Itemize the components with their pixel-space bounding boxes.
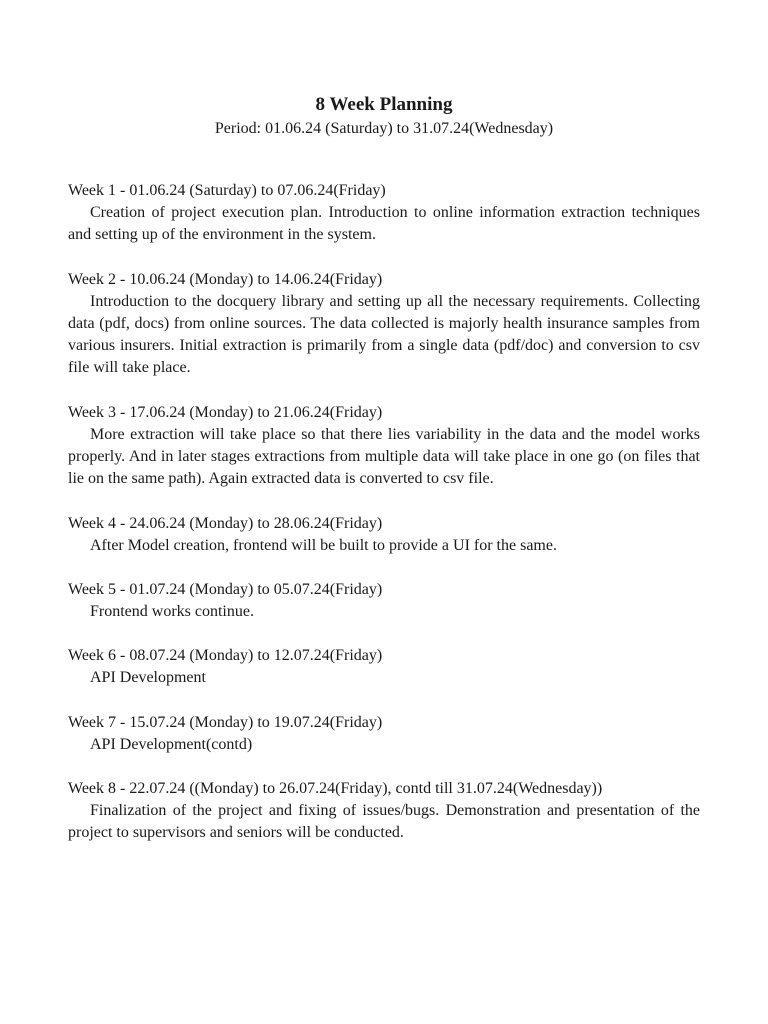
weeks-list bbox=[68, 180, 700, 844]
page-title: 8 Week Planning bbox=[315, 94, 453, 115]
week-8-section bbox=[68, 778, 700, 845]
week-4-section bbox=[68, 513, 700, 557]
week-3-heading: Week 3 - 17.06.24 (Monday) to 21.06.24(Friday) bbox=[68, 403, 383, 421]
week-7-description: API Development(contd) bbox=[90, 735, 253, 753]
week-6-section bbox=[68, 645, 700, 689]
week-7-section bbox=[68, 712, 700, 756]
week-8-heading: Week 8 - 22.07.24 ((Monday) to 26.07.24(Friday), contd till 31.07.24(Wednesday)) bbox=[68, 779, 603, 797]
week-6-description: API Development bbox=[90, 669, 206, 687]
week-6-heading: Week 6 - 08.07.24 (Monday) to 12.07.24(Friday) bbox=[68, 647, 383, 665]
week-1-heading: Week 1 - 01.06.24 (Saturday) to 07.06.24(Friday) bbox=[68, 182, 386, 199]
week-1-description: Creation of project execution plan. Introduction to online information extraction techniques and setting up of the environment in the system. bbox=[68, 204, 700, 244]
week-5-heading: Week 5 - 01.07.24 (Monday) to 05.07.24(Friday) bbox=[68, 580, 383, 598]
week-5-section bbox=[68, 579, 700, 623]
week-2-heading: Week 2 - 10.06.24 (Monday) to 14.06.24(Friday) bbox=[68, 270, 383, 288]
week-3-section bbox=[68, 402, 700, 491]
week-1-section bbox=[68, 180, 700, 247]
week-8-description: Finalization of the project and fixing of issues/bugs. Demonstration and presentation of the project to supervisors and seniors will be conducted. bbox=[68, 801, 700, 842]
week-5-description: Frontend works continue. bbox=[90, 602, 254, 620]
week-4-description: After Model creation, frontend will be built to provide a UI for the same. bbox=[90, 536, 557, 554]
week-2-description: Introduction to the docquery library and setting up all the necessary requirements. Collecting data (pdf, docs) from online sources. The data collected is majorly health insurance samples from various insurers. Initial extraction is primarily from a single data (pdf/doc) and conversion to csv file will take place. bbox=[68, 292, 700, 377]
week-2-section bbox=[68, 269, 700, 380]
week-4-heading: Week 4 - 24.06.24 (Monday) to 28.06.24(Friday) bbox=[68, 514, 383, 532]
period-subtitle: Period: 01.06.24 (Saturday) to 31.07.24(Wednesday) bbox=[214, 120, 554, 137]
document-page bbox=[68, 92, 700, 866]
week-3-description: More extraction will take place so that there lies variability in the data and the model works properly. And in later stages extractions from multiple data will take place in one go (on files that lie on the same path). Again extracted data is converted to csv file. bbox=[68, 425, 700, 488]
week-7-heading: Week 7 - 15.07.24 (Monday) to 19.07.24(Friday) bbox=[68, 713, 383, 731]
